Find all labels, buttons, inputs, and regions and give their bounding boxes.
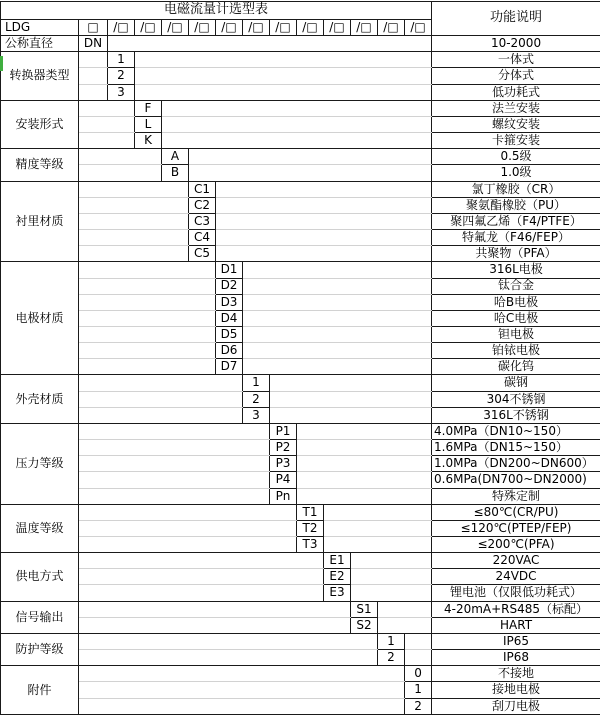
- code-cell: C5: [189, 246, 216, 262]
- model-checkbox-slot: /□: [162, 20, 189, 36]
- desc-cell: 共聚物（PFA）: [432, 246, 600, 262]
- category-label: 转换器类型: [1, 52, 79, 100]
- filler-cell: [405, 633, 432, 649]
- category-label: 电极材质: [1, 262, 79, 375]
- desc-cell: 刮刀电极: [432, 698, 600, 714]
- dn-code-cell: DN: [79, 36, 108, 52]
- desc-cell: 1.6MPa（DN15~150）: [432, 440, 600, 456]
- filler-cell: [79, 391, 243, 407]
- code-cell: 0: [405, 666, 432, 682]
- desc-cell: 螺纹安装: [432, 116, 600, 132]
- filler-cell: [324, 504, 432, 520]
- filler-cell: [79, 133, 135, 149]
- category-label: 衬里材质: [1, 181, 79, 262]
- desc-cell: 一体式: [432, 52, 600, 68]
- code-cell: 3: [243, 407, 270, 423]
- filler-cell: [79, 472, 270, 488]
- filler-cell: [135, 84, 432, 100]
- code-cell: A: [162, 149, 189, 165]
- filler-cell: [79, 698, 405, 714]
- code-cell: C1: [189, 181, 216, 197]
- code-cell: L: [135, 116, 162, 132]
- code-cell: S1: [351, 601, 378, 617]
- filler-cell: [79, 585, 324, 601]
- filler-cell: [79, 488, 270, 504]
- model-checkbox-slot: /□: [108, 20, 135, 36]
- model-checkbox-slot: /□: [216, 20, 243, 36]
- filler-cell: [378, 601, 432, 617]
- desc-cell: 聚四氟乙烯（F4/PTFE）: [432, 213, 600, 229]
- filler-cell: [79, 326, 216, 342]
- filler-cell: [297, 423, 432, 439]
- category-label: 供电方式: [1, 553, 79, 601]
- code-cell: P4: [270, 472, 297, 488]
- category-label: 外壳材质: [1, 375, 79, 423]
- category-label: 附件: [1, 666, 79, 715]
- selection-table: [0, 1, 600, 715]
- filler-cell: [243, 326, 432, 342]
- filler-cell: [216, 213, 432, 229]
- filler-cell: [79, 100, 135, 116]
- model-checkbox-slot: /□: [297, 20, 324, 36]
- desc-cell: 碳化钨: [432, 359, 600, 375]
- model-checkbox-slot: /□: [189, 20, 216, 36]
- filler-cell: [378, 617, 432, 633]
- filler-cell: [243, 278, 432, 294]
- code-cell: 1: [378, 633, 405, 649]
- desc-cell: 氯丁橡胶（CR）: [432, 181, 600, 197]
- code-cell: E2: [324, 569, 351, 585]
- filler-cell: [243, 310, 432, 326]
- code-cell: P1: [270, 423, 297, 439]
- model-checkbox-slot: /□: [324, 20, 351, 36]
- model-checkbox-slot: /□: [135, 20, 162, 36]
- desc-cell: 220VAC: [432, 553, 600, 569]
- code-cell: T1: [297, 504, 324, 520]
- function-column-header: 功能说明: [432, 2, 600, 36]
- filler-cell: [270, 375, 432, 391]
- filler-cell: [79, 52, 108, 68]
- filler-cell: [270, 391, 432, 407]
- filler-cell: [79, 343, 216, 359]
- filler-cell: [324, 520, 432, 536]
- desc-cell: 1.0MPa（DN200~DN600）: [432, 456, 600, 472]
- code-cell: D3: [216, 294, 243, 310]
- filler-cell: [243, 343, 432, 359]
- filler-cell: [79, 149, 162, 165]
- code-cell: C2: [189, 197, 216, 213]
- category-label: 信号输出: [1, 601, 79, 633]
- code-cell: P3: [270, 456, 297, 472]
- code-cell: 2: [108, 68, 135, 84]
- filler-cell: [135, 52, 432, 68]
- filler-cell: [297, 488, 432, 504]
- desc-cell: 4.0MPa（DN10~150）: [432, 423, 600, 439]
- filler-cell: [79, 601, 351, 617]
- desc-cell: 特氟龙（F46/FEP）: [432, 230, 600, 246]
- filler-cell: [79, 375, 243, 391]
- category-label: 精度等级: [1, 149, 79, 181]
- model-checkbox-slot: /□: [270, 20, 297, 36]
- desc-cell: 316L不锈钢: [432, 407, 600, 423]
- desc-cell: 哈C电极: [432, 310, 600, 326]
- code-cell: 2: [378, 650, 405, 666]
- desc-cell: 铂铱电极: [432, 343, 600, 359]
- desc-cell: 卡箍安装: [432, 133, 600, 149]
- code-cell: T3: [297, 537, 324, 553]
- code-cell: E1: [324, 553, 351, 569]
- filler-cell: [162, 133, 432, 149]
- filler-cell: [351, 569, 432, 585]
- code-cell: C4: [189, 230, 216, 246]
- desc-cell: ≤120℃(PTEP/FEP): [432, 520, 600, 536]
- desc-cell: 锂电池（仅限低功耗式）: [432, 585, 600, 601]
- page: [0, 1, 600, 717]
- filler-cell: [79, 246, 189, 262]
- code-cell: Pn: [270, 488, 297, 504]
- filler-cell: [79, 294, 216, 310]
- desc-cell: 钽电极: [432, 326, 600, 342]
- filler-cell: [189, 149, 432, 165]
- filler-cell: [270, 407, 432, 423]
- desc-cell: 0.6MPa(DN700~DN2000): [432, 472, 600, 488]
- desc-cell: HART: [432, 617, 600, 633]
- filler-cell: [79, 310, 216, 326]
- filler-cell: [243, 359, 432, 375]
- filler-cell: [79, 230, 189, 246]
- desc-cell: 聚氨酯橡胶（PU）: [432, 197, 600, 213]
- filler-cell: [79, 359, 216, 375]
- filler-cell: [79, 569, 324, 585]
- desc-cell: 0.5级: [432, 149, 600, 165]
- code-cell: C3: [189, 213, 216, 229]
- filler-cell: [216, 181, 432, 197]
- code-cell: 3: [108, 84, 135, 100]
- desc-cell: ≤200℃(PFA): [432, 537, 600, 553]
- filler-cell: [79, 262, 216, 278]
- desc-cell: 钛合金: [432, 278, 600, 294]
- dn-category-label: 公称直径: [1, 36, 79, 52]
- desc-cell: 1.0级: [432, 165, 600, 181]
- filler-cell: [135, 68, 432, 84]
- code-cell: E3: [324, 585, 351, 601]
- filler-cell: [79, 666, 405, 682]
- model-checkbox-slot: /□: [351, 20, 378, 36]
- filler-cell: [189, 165, 432, 181]
- filler-cell: [79, 456, 270, 472]
- filler-cell: [79, 84, 108, 100]
- desc-cell: 4-20mA+RS485（标配）: [432, 601, 600, 617]
- desc-cell: 接地电极: [432, 682, 600, 698]
- desc-cell: ≤80℃(CR/PU): [432, 504, 600, 520]
- desc-cell: 304不锈钢: [432, 391, 600, 407]
- model-checkbox-slot: /□: [378, 20, 405, 36]
- code-cell: F: [135, 100, 162, 116]
- desc-cell: 碳钢: [432, 375, 600, 391]
- filler-cell: [216, 246, 432, 262]
- filler-cell: [79, 617, 351, 633]
- code-cell: D6: [216, 343, 243, 359]
- filler-cell: [216, 197, 432, 213]
- code-cell: 1: [405, 682, 432, 698]
- filler-cell: [79, 504, 297, 520]
- category-label: 安装形式: [1, 100, 79, 148]
- filler-cell: [79, 553, 324, 569]
- filler-cell: [79, 181, 189, 197]
- code-cell: D4: [216, 310, 243, 326]
- dn-desc-cell: 10-2000: [432, 36, 600, 52]
- desc-cell: 特殊定制: [432, 488, 600, 504]
- filler-cell: [79, 213, 189, 229]
- filler-cell: [79, 520, 297, 536]
- code-cell: T2: [297, 520, 324, 536]
- filler-cell: [79, 682, 405, 698]
- desc-cell: IP65: [432, 633, 600, 649]
- code-cell: S2: [351, 617, 378, 633]
- filler-cell: [351, 585, 432, 601]
- filler-cell: [79, 440, 270, 456]
- filler-cell: [297, 440, 432, 456]
- filler-cell: [162, 100, 432, 116]
- filler-cell: [79, 165, 162, 181]
- filler-cell: [297, 456, 432, 472]
- code-cell: D2: [216, 278, 243, 294]
- desc-cell: 法兰安装: [432, 100, 600, 116]
- filler-cell: [79, 633, 378, 649]
- code-cell: B: [162, 165, 189, 181]
- desc-cell: 低功耗式: [432, 84, 600, 100]
- desc-cell: 316L电极: [432, 262, 600, 278]
- desc-cell: 24VDC: [432, 569, 600, 585]
- filler-cell: [297, 472, 432, 488]
- filler-cell: [79, 650, 378, 666]
- filler-cell: [405, 650, 432, 666]
- table-title: 电磁流量计选型表: [1, 2, 432, 20]
- filler-cell: [162, 116, 432, 132]
- filler-cell: [79, 116, 135, 132]
- filler-cell: [324, 537, 432, 553]
- code-cell: D1: [216, 262, 243, 278]
- filler-cell: [108, 36, 432, 52]
- filler-cell: [79, 537, 297, 553]
- desc-cell: 分体式: [432, 68, 600, 84]
- code-cell: 2: [405, 698, 432, 714]
- code-cell: K: [135, 133, 162, 149]
- code-cell: D5: [216, 326, 243, 342]
- desc-cell: IP68: [432, 650, 600, 666]
- filler-cell: [243, 294, 432, 310]
- filler-cell: [351, 553, 432, 569]
- desc-cell: 不接地: [432, 666, 600, 682]
- model-checkbox-slot: /□: [405, 20, 432, 36]
- code-cell: P2: [270, 440, 297, 456]
- code-cell: 1: [243, 375, 270, 391]
- category-label: 温度等级: [1, 504, 79, 552]
- category-label: 压力等级: [1, 423, 79, 504]
- filler-cell: [79, 278, 216, 294]
- scan-artifact: [0, 56, 3, 71]
- filler-cell: [79, 423, 270, 439]
- code-cell: 1: [108, 52, 135, 68]
- filler-cell: [79, 197, 189, 213]
- desc-cell: 哈B电极: [432, 294, 600, 310]
- model-code-prefix: LDG: [1, 20, 79, 36]
- code-cell: D7: [216, 359, 243, 375]
- category-label: 防护等级: [1, 633, 79, 665]
- filler-cell: [79, 407, 243, 423]
- model-first-checkbox: □: [79, 20, 108, 36]
- code-cell: 2: [243, 391, 270, 407]
- model-checkbox-slot: /□: [243, 20, 270, 36]
- filler-cell: [216, 230, 432, 246]
- filler-cell: [243, 262, 432, 278]
- filler-cell: [79, 68, 108, 84]
